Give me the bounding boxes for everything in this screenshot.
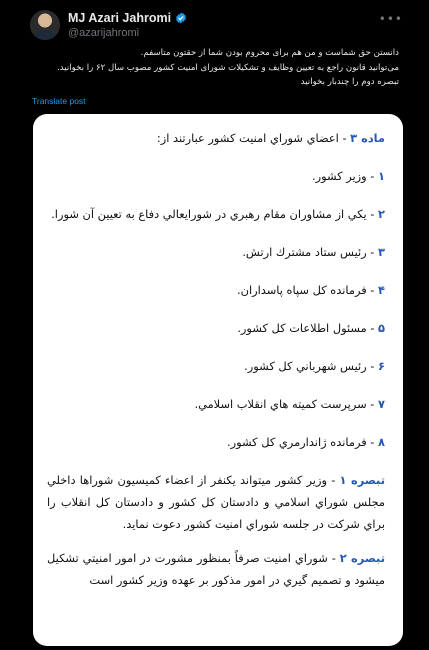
item-number: ۶ [378, 359, 385, 373]
item-text: - وزير كشور. [312, 169, 379, 183]
note-1-text: - وزير كشور ميتواند يكنفر از اعضاء كميسيون شوراها داخلي مجلس شوراي اسلامي و دادستان كل كشور و دادستان كل انقلاب را براي شركت در جلسه شوراي امنيت كشور دعوت نمايد. [47, 473, 385, 531]
article-heading [47, 127, 385, 149]
member-item [47, 355, 385, 377]
tweet-header [0, 0, 429, 48]
user-handle[interactable]: @azarijahromi [68, 27, 140, 39]
tweet-text [30, 46, 399, 90]
avatar[interactable] [30, 10, 60, 40]
item-number: ۱ [378, 169, 385, 183]
article-number: ماده ۳ [350, 131, 385, 145]
item-number: ۴ [378, 283, 385, 297]
item-number: ۳ [378, 245, 385, 259]
item-number: ۵ [378, 321, 385, 335]
item-number: ۲ [378, 207, 385, 221]
member-item [47, 279, 385, 301]
member-item [47, 317, 385, 339]
tweet-line: دانستن حق شماست و من هم برای محروم بودن شما از حقتون متاسفم. [140, 48, 399, 58]
item-number: ۷ [378, 397, 385, 411]
translate-post-link[interactable]: Translate post [32, 96, 86, 106]
note-2-text: - شوراي امنيت صرفاً بمنظور مشورت در امور امنيتي تشكيل ميشود و تصميم گيري در امور مذكور بر عهده وزير كشور است [47, 551, 385, 587]
note-1 [47, 469, 385, 535]
item-text: - مسئول اطلاعات كل كشور. [237, 321, 379, 335]
item-text: - سرپرست كميته هاي انقلاب اسلامي. [194, 397, 379, 411]
name-row [68, 11, 187, 25]
display-name[interactable]: MJ Azari Jahromi [68, 11, 172, 25]
verified-badge-icon [175, 12, 187, 24]
item-text: - فرمانده ژاندارمري كل كشور. [226, 435, 379, 449]
member-item [47, 203, 385, 225]
more-options-icon[interactable]: ••• [378, 12, 403, 26]
tweet-line: تبصره دوم را چندبار بخوانید [300, 77, 399, 87]
article-heading-text: - اعضاي شوراي امنيت كشور عبارتند از: [156, 131, 351, 145]
item-number: ۸ [378, 435, 385, 449]
item-text: - فرمانده كل سپاه پاسداران. [236, 283, 379, 297]
note-2 [47, 547, 385, 591]
item-text: - رئيس ستاد مشترك ارتش. [242, 245, 379, 259]
member-item [47, 431, 385, 453]
note-1-label: تبصره ۱ [339, 473, 385, 487]
member-item [47, 393, 385, 415]
item-text: - رئيس شهرباني كل كشور. [244, 359, 379, 373]
attached-image[interactable] [33, 114, 403, 646]
item-text: - يكي از مشاوران مقام رهبري در شورايعالي دفاع به تعيين آن شورا. [51, 207, 379, 221]
document-text [33, 114, 403, 646]
tweet-line: می‌توانید قانون راجع به تعیین وظایف و تشکیلات شورای امنیت کشور مصوب سال ۶۲ را بخوانید. [57, 62, 399, 73]
note-2-label: تبصره ۲ [339, 551, 385, 565]
member-item [47, 165, 385, 187]
member-item [47, 241, 385, 263]
